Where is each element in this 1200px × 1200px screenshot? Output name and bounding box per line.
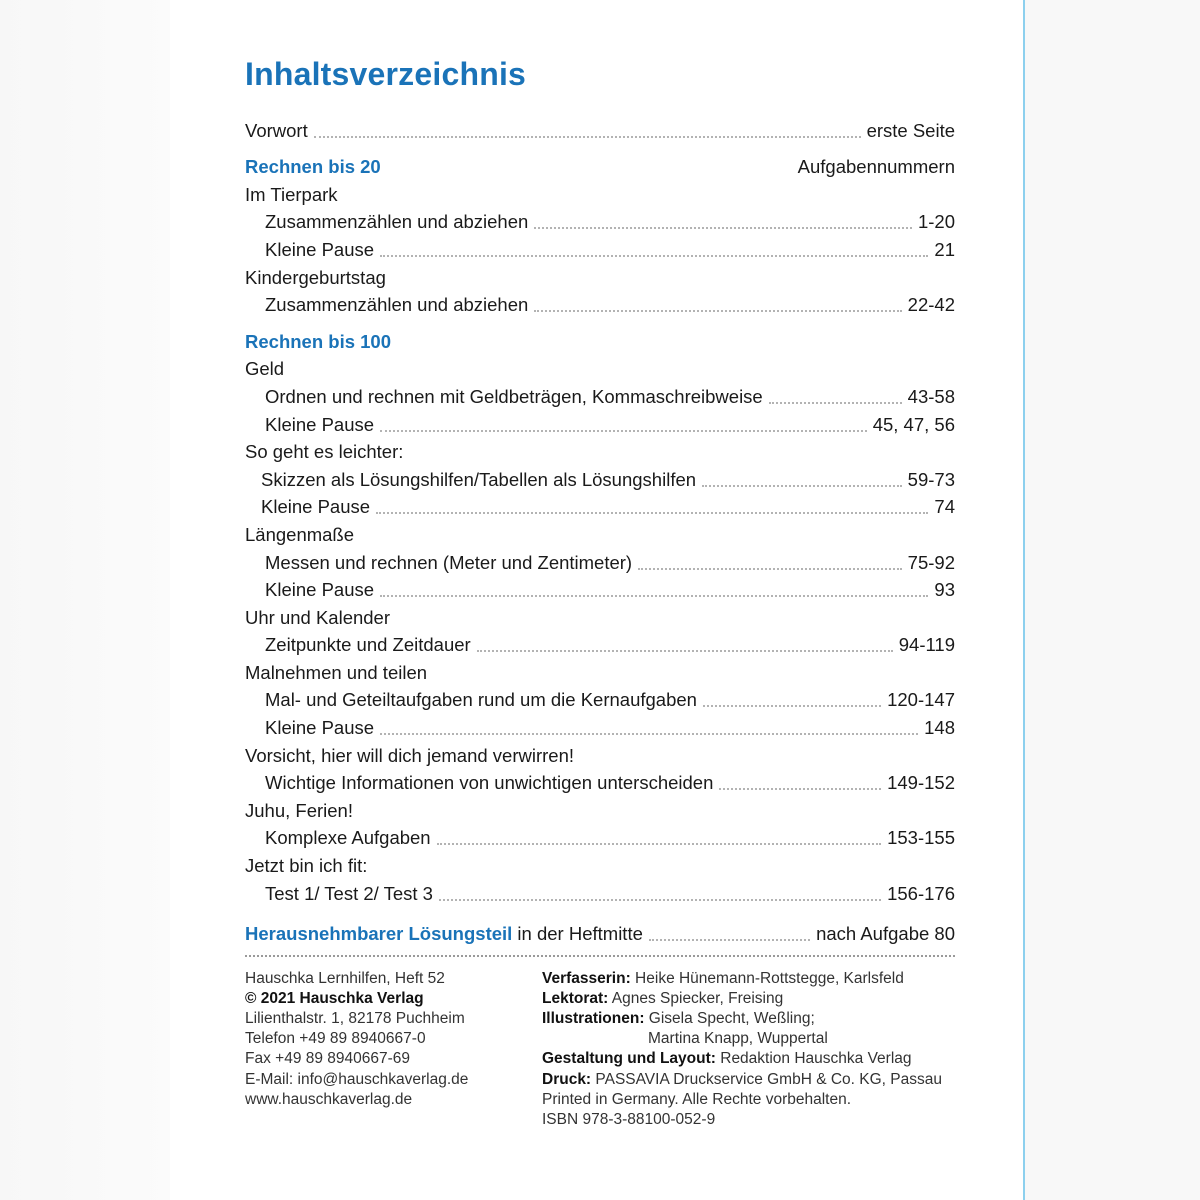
toc-entry[interactable]: Zusammenzählen und abziehen 1-20 bbox=[265, 211, 955, 233]
toc-entry[interactable]: Kleine Pause 45, 47, 56 bbox=[265, 413, 955, 435]
dot-leader bbox=[439, 898, 881, 901]
dot-leader bbox=[477, 649, 893, 652]
group-title: Kindergeburtstag bbox=[245, 266, 386, 288]
toc-entry[interactable]: Kleine Pause 93 bbox=[265, 579, 955, 601]
toc-entry-solutions[interactable]: Herausnehmbarer Lösungsteil in der Heftmitte nach Aufgabe 80 bbox=[245, 922, 955, 944]
group-title: Geld bbox=[245, 358, 285, 380]
section-heading: Rechnen bis 100 bbox=[245, 330, 392, 352]
toc-entry[interactable]: Zeitpunkte und Zeitdauer 94-119 bbox=[265, 634, 955, 656]
group-title: Malnehmen und teilen bbox=[245, 661, 428, 683]
toc-entry-vorwort[interactable] bbox=[245, 114, 955, 142]
imprint bbox=[245, 969, 955, 1131]
dot-leader bbox=[314, 135, 861, 138]
dot-leader bbox=[534, 309, 901, 312]
dot-leader bbox=[380, 732, 918, 735]
dot-leader bbox=[638, 567, 902, 570]
toc-entry[interactable]: Ordnen und rechnen mit Geldbeträgen, Kommaschreibweise 43-58 bbox=[265, 385, 955, 407]
toc-entry[interactable]: Zusammenzählen und abziehen 22-42 bbox=[265, 294, 955, 316]
dot-leader bbox=[719, 787, 881, 790]
toc-entry[interactable]: Skizzen als Lösungshilfen/Tabellen als Lösungshilfen 59-73 bbox=[261, 468, 955, 490]
group-title: Uhr und Kalender bbox=[245, 606, 391, 628]
page-title: Inhaltsverzeichnis bbox=[245, 56, 527, 92]
dot-leader bbox=[380, 254, 928, 257]
toc-entry[interactable]: Kleine Pause 148 bbox=[265, 717, 955, 739]
group-title: Juhu, Ferien! bbox=[245, 799, 353, 821]
credits: Verfasserin: Heike Hünemann-Rottstegge, Karlsfeld Lektorat: Agnes Spiecker, Freising Illustrationen: Gisela Specht, Weßling; Martina Knapp, Wuppertal Gestaltung und Layout: Redaktion Hauschka Verlag Druck: PASSAVIA Druckservice GmbH & Co. KG, Passau Printed in Germany. Alle Rechte vorbehalten. ISBN 978-3-88100-052-9 bbox=[542, 969, 942, 1129]
dot-leader bbox=[703, 704, 881, 707]
toc-entry[interactable]: Test 1/ Test 2/ Test 3 156-176 bbox=[265, 882, 955, 904]
section-heading: Rechnen bis 20 Aufgabennummern bbox=[245, 156, 955, 178]
dot-leader bbox=[649, 938, 810, 941]
toc-entry[interactable]: Komplexe Aufgaben 153-155 bbox=[265, 827, 955, 849]
email-link[interactable]: E-Mail: info@hauschkaverlag.de bbox=[245, 1070, 469, 1088]
divider bbox=[245, 955, 955, 957]
dot-leader bbox=[702, 484, 902, 487]
right-page-edge bbox=[1023, 0, 1200, 1200]
group-title: Jetzt bin ich fit: bbox=[245, 855, 368, 877]
dot-leader bbox=[437, 842, 881, 845]
website-link[interactable]: www.hauschkaverlag.de bbox=[245, 1090, 413, 1108]
group-title: So geht es leichter: bbox=[245, 441, 404, 463]
entry-label: Vorwort bbox=[245, 119, 308, 141]
column-header: Aufgabennummern bbox=[797, 156, 955, 178]
dot-leader bbox=[376, 511, 928, 514]
solutions-label: Herausnehmbarer Lösungsteil bbox=[245, 922, 513, 944]
group-title: Im Tierpark bbox=[245, 183, 338, 205]
dot-leader bbox=[534, 226, 912, 229]
publisher-info: Hauschka Lernhilfen, Heft 52 © 2021 Hauschka Verlag Lilienthalstr. 1, 82178 Puchheim Telefon +49 89 8940667-0 Fax +49 89 8940667-69 E-Mail: info@hauschkaverlag.de www.hauschkaverlag.de bbox=[245, 969, 542, 1131]
toc-entry[interactable]: Mal- und Geteiltaufgaben rund um die Kernaufgaben 120-147 bbox=[265, 689, 955, 711]
toc-entry[interactable]: Kleine Pause 21 bbox=[265, 238, 955, 260]
group-title: Längenmaße bbox=[245, 523, 355, 545]
entry-page: erste Seite bbox=[866, 119, 955, 141]
toc-entry[interactable]: Messen und rechnen (Meter und Zentimeter) 75-92 bbox=[265, 551, 955, 573]
dot-leader bbox=[380, 429, 867, 432]
toc-entry[interactable]: Kleine Pause 74 bbox=[261, 496, 955, 518]
group-title: Vorsicht, hier will dich jemand verwirren! bbox=[245, 744, 575, 766]
left-page-margin bbox=[0, 0, 170, 1200]
dot-leader bbox=[380, 594, 928, 597]
toc-entry[interactable]: Wichtige Informationen von unwichtigen unterscheiden 149-152 bbox=[265, 772, 955, 794]
dot-leader bbox=[769, 401, 902, 404]
toc-page bbox=[245, 56, 955, 1130]
